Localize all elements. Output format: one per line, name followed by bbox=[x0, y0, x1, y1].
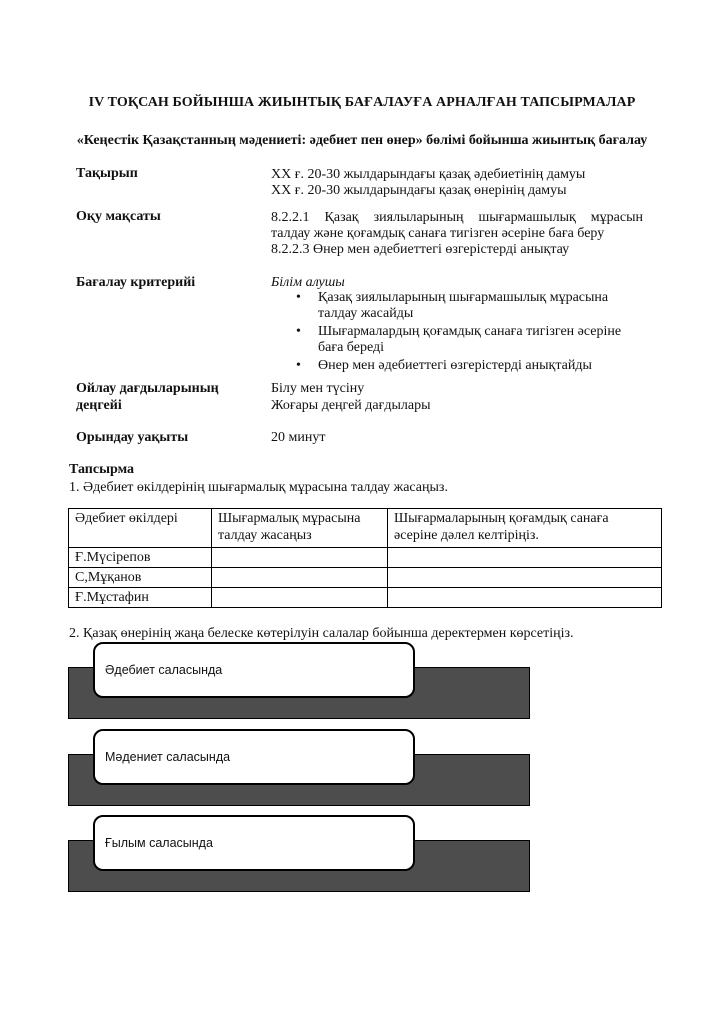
area-card-label: Мәдениет саласында bbox=[105, 750, 231, 764]
criteria-label: Бағалау критерийі bbox=[76, 275, 196, 290]
criteria-item-text: баға береді bbox=[318, 340, 384, 355]
topic-line: XX ғ. 20-30 жылдарындағы қазақ өнерінің дамуы bbox=[271, 183, 567, 198]
analysis-table bbox=[68, 508, 662, 608]
table-cell-author: С,Мұқанов bbox=[69, 568, 212, 588]
criteria-item-text: Өнер мен әдебиеттегі өзгерістерді анықтайды bbox=[318, 358, 592, 373]
criteria-item-text: Шығармалардың қоғамдық санаға тигізген әсеріне bbox=[318, 324, 622, 339]
thinking-value bbox=[271, 380, 431, 414]
table-header-cell: Шығармаларының қоғамдық санаға әсеріне дәлел келтіріңіз. bbox=[388, 509, 662, 548]
table-cell-answer[interactable] bbox=[388, 588, 662, 608]
table-row bbox=[69, 548, 662, 568]
table-cell-author: Ғ.Мұстафин bbox=[69, 588, 212, 608]
table-cell-answer[interactable] bbox=[212, 568, 388, 588]
criteria-item bbox=[296, 324, 621, 356]
thinking-label-line: Ойлау дағдыларының bbox=[76, 381, 219, 396]
thinking-line: Жоғары деңгей дағдылары bbox=[271, 398, 431, 413]
criteria-list bbox=[296, 290, 621, 376]
bullet-icon: • bbox=[296, 324, 301, 339]
time-label: Орындау уақыты bbox=[76, 430, 189, 445]
goal-line: талдау және қоғамдық санаға тигізген әсеріне баға беру bbox=[271, 226, 605, 241]
criteria-item-text: талдау жасайды bbox=[318, 306, 414, 321]
thinking-line: Білу мен түсіну bbox=[271, 381, 365, 396]
page-subtitle: «Кеңестік Қазақстанның мәдениеті: әдебиет пен өнер» бөлімі бойынша жиынтық бағалау bbox=[76, 133, 648, 148]
table-row bbox=[69, 568, 662, 588]
task-heading: Тапсырма bbox=[69, 462, 135, 477]
thinking-label bbox=[76, 380, 219, 414]
table-cell-answer[interactable] bbox=[212, 588, 388, 608]
goal-label: Оқу мақсаты bbox=[76, 209, 161, 224]
task-question-1: 1. Әдебиет өкілдерінің шығармалық мұрасына талдау жасаңыз. bbox=[69, 480, 448, 495]
area-card-culture bbox=[93, 729, 415, 785]
task-question-2: 2. Қазақ өнерінің жаңа белеске көтерілуін салалар бойынша деректермен көрсетіңіз. bbox=[69, 626, 574, 641]
topic-line: XX ғ. 20-30 жылдарындағы қазақ әдебиетінің дамуы bbox=[271, 167, 586, 182]
table-header-cell: Шығармалық мұрасына талдау жасаңыз bbox=[212, 509, 388, 548]
table-header-cell: Әдебиет өкілдері bbox=[69, 509, 212, 548]
goal-line: 8.2.2.3 Өнер мен әдебиеттегі өзгерістерді анықтау bbox=[271, 242, 570, 257]
thinking-label-line: деңгейі bbox=[76, 398, 122, 413]
time-value: 20 минут bbox=[271, 430, 326, 445]
topic-value bbox=[271, 167, 585, 199]
criteria-item bbox=[296, 290, 621, 322]
table-cell-answer[interactable] bbox=[212, 548, 388, 568]
criteria-intro: Білім алушы bbox=[271, 275, 345, 290]
table-cell-answer[interactable] bbox=[388, 568, 662, 588]
table-cell-author: Ғ.Мүсірепов bbox=[69, 548, 212, 568]
area-card-science bbox=[93, 815, 415, 871]
goal-line: 8.2.2.1 Қазақ зиялыларының шығармашылық мұрасын bbox=[271, 210, 643, 225]
area-card-label: Әдебиет саласында bbox=[105, 663, 223, 677]
bullet-icon: • bbox=[296, 358, 301, 373]
table-cell-answer[interactable] bbox=[388, 548, 662, 568]
criteria-item bbox=[296, 358, 621, 374]
bullet-icon: • bbox=[296, 290, 301, 305]
topic-label: Тақырып bbox=[76, 166, 138, 181]
table-row bbox=[69, 588, 662, 608]
page-title: IV ТОҚСАН БОЙЫНША ЖИЫНТЫҚ БАҒАЛАУҒА АРНАЛҒАН ТАПСЫРМАЛАР bbox=[88, 95, 636, 110]
area-card-label: Ғылым саласында bbox=[105, 836, 213, 850]
goal-value bbox=[271, 210, 643, 258]
table-header-row bbox=[69, 509, 662, 548]
criteria-item-text: Қазақ зиялыларының шығармашылық мұрасына bbox=[318, 290, 609, 305]
area-card-literature bbox=[93, 642, 415, 698]
